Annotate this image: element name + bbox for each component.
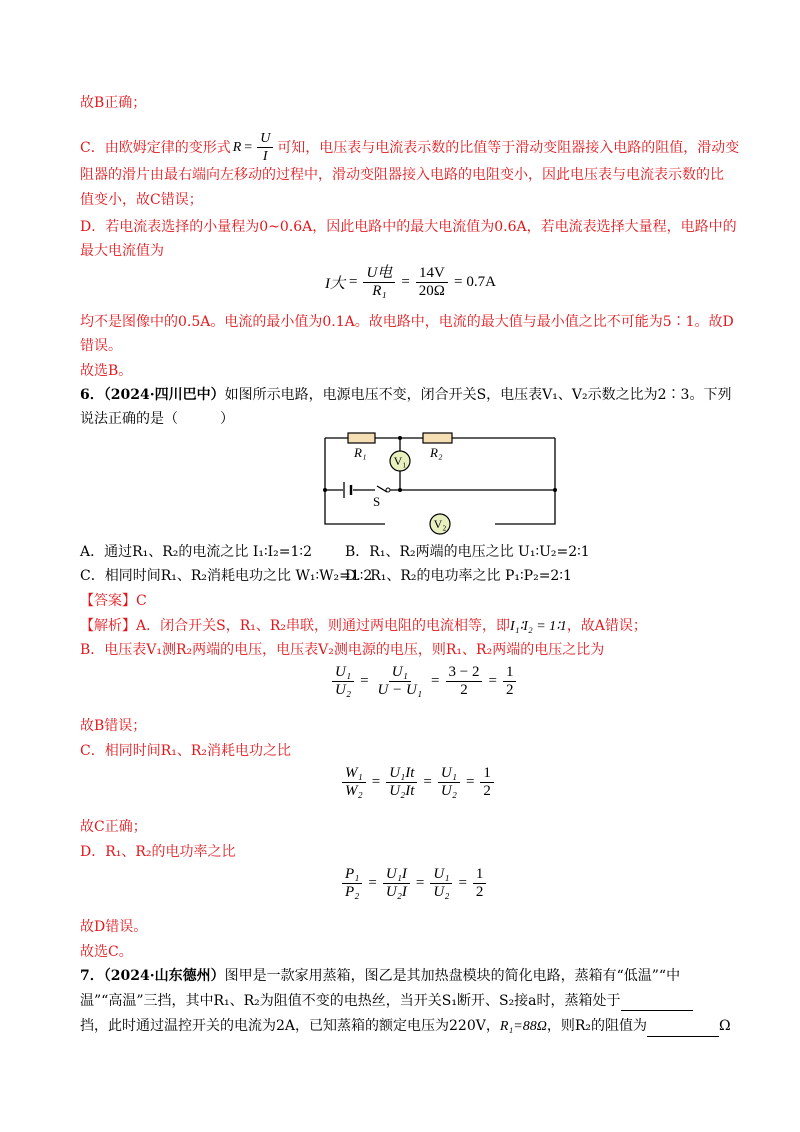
answer-label: 【答案】C — [80, 593, 147, 609]
option-a: A．通过R₁、R₂的电流之比 I₁∶I₂=1∶2 — [80, 544, 312, 560]
equation-power-ratio: $\frac{\text{P₁}}{\text{P₂}}$ = $\frac{\text{U₁I}}{\text{U₂I}}$ = $\frac{\text{U₁}}{\text{U₂}}$ = $\frac{1}{2}$ — [340, 866, 488, 901]
denominator: U₂It — [389, 783, 415, 799]
fraction — [257, 130, 273, 165]
text-line: 故选C。 — [80, 944, 133, 960]
text-line: B．电压表V₁测R₂两端的电压，电压表V₂测电源的电压，则R₁、R₂两端的电压之比为 — [80, 642, 605, 658]
resistor-r2 — [423, 433, 452, 443]
junction-dot — [398, 488, 402, 492]
answer-blank[interactable] — [647, 1022, 719, 1037]
question-text: 图甲是一款家用蒸箱，图乙是其加热盘模块的简化电路，蒸箱有“低温”“中 — [224, 968, 681, 984]
inline-formula: R₁=88Ω — [499, 1019, 547, 1034]
text-line: 故B正确； — [80, 95, 147, 111]
question-text: 如图所示电路，电源电压不变，闭合开关S，电压表V₁、V₂示数之比为2∶3。下列 — [224, 387, 732, 403]
text-fragment: 可知，电压表与电流表示数的比值等于滑动变阻器接入电路的阻值，滑动变 — [277, 139, 740, 156]
numerator: 1 — [473, 866, 487, 884]
label-v1: V₁ — [393, 454, 407, 468]
text-line: 值变小，故C错误； — [80, 192, 203, 208]
text-line: 故选B。 — [80, 363, 133, 379]
question-7-stem — [80, 966, 680, 986]
numerator: 1 — [480, 765, 494, 783]
text-fragment: 挡，此时通过温控开关的电流为2A，已知蒸箱的额定电压为220V， — [80, 1018, 500, 1034]
text-line: C．相同时间R₁、R₂消耗电功之比 — [80, 743, 292, 759]
text-fragment: A．闭合开关S，R₁、R₂串联，则通过两电阻的电流相等，即 — [136, 618, 511, 634]
denominator: 2 — [483, 783, 491, 799]
denominator: U₂ — [433, 884, 450, 900]
numerator: 1 — [503, 664, 517, 682]
numerator: U — [257, 130, 273, 148]
question-6-stem — [80, 385, 731, 405]
question-7-line3 — [80, 1016, 731, 1037]
text-line-ohm — [80, 130, 739, 165]
denominator: R₁ — [372, 283, 387, 299]
numerator: P₁ — [342, 866, 362, 884]
denominator: 20Ω — [418, 283, 445, 299]
numerator: U电 — [363, 265, 395, 283]
question-7-line2 — [80, 991, 693, 1011]
question-number: 6．（2024·四川巴中） — [80, 387, 225, 403]
denominator: U₂I — [385, 884, 407, 900]
text-fragment: C．由欧姆定律的变形式 — [80, 139, 231, 156]
option-c: C．相同时间R₁、R₂消耗电功之比 W₁∶W₂=1∶2 — [80, 568, 373, 584]
text-fragment: ，则R₂的阻值为 — [546, 1018, 648, 1034]
denominator: 2 — [460, 682, 468, 698]
label-r1: R₁ — [354, 445, 367, 460]
option-d: D．R₁、R₂的电功率之比 P₁∶P₂=2∶1 — [345, 568, 572, 584]
numerator: U₁ — [389, 664, 411, 682]
junction-dot — [553, 488, 557, 492]
numerator: W₁ — [342, 765, 366, 783]
question-number: 7．（2024·山东德州） — [80, 968, 225, 984]
text-line: D．R₁、R₂的电功率之比 — [80, 844, 236, 860]
text-line: 故D错误。 — [80, 919, 148, 935]
numerator: 14V — [416, 265, 448, 283]
text-line: 说法正确的是（ ） — [80, 411, 234, 427]
analysis-label: 【解析】 — [80, 618, 136, 634]
junction-dot — [323, 488, 327, 492]
denominator: U − U₁ — [377, 682, 423, 698]
text-line: 错误。 — [80, 338, 122, 354]
text-line: 最大电流值为 — [80, 243, 164, 259]
result: 0.7A — [466, 274, 496, 290]
analysis-line — [80, 616, 647, 637]
label-r2: R₂ — [430, 445, 443, 460]
answer-blank[interactable] — [621, 996, 693, 1011]
numerator: U₁It — [386, 765, 417, 783]
numerator: U₁I — [383, 866, 410, 884]
denominator: W₂ — [345, 783, 363, 799]
text-line: 均不是图像中的0.5A。电流的最小值为0.1A。故电路中，电流的最大值与最小值之比不可能为5∶1。故D — [80, 314, 734, 330]
text-line: D．若电流表选择的小量程为0~0.6A，因此电路中的最大电流值为0.6A，若电流表选择大量程，电路中的 — [80, 219, 737, 235]
denominator: U₂ — [335, 682, 352, 698]
denominator: P₂ — [345, 884, 360, 900]
denominator: I — [262, 149, 268, 164]
equation-work-ratio: $\frac{\text{W₁}}{\text{W₂}}$ = $\frac{\text{U₁It}}{\text{U₂It}}$ = $\frac{\text{U₁}}{\text{U₂}}$ = $\frac{1}{2}$ — [340, 765, 496, 800]
denominator: 2 — [475, 884, 484, 900]
numerator: U₁ — [430, 866, 452, 884]
numerator: U₁ — [332, 664, 354, 682]
switch-contact — [386, 488, 390, 492]
denominator: 2 — [505, 682, 514, 698]
label-v2: V₂ — [433, 517, 447, 531]
text-line: 故B错误； — [80, 718, 147, 734]
junction-dot — [398, 436, 402, 440]
unit-text: Ω — [719, 1018, 731, 1034]
label-s: S — [373, 494, 381, 509]
option-b: B．R₁、R₂两端的电压之比 U₁∶U₂=2∶1 — [345, 544, 590, 560]
denominator: U₂ — [440, 783, 457, 799]
text-line: 故C正确； — [80, 819, 147, 835]
numerator: 3 − 2 — [446, 664, 483, 682]
circuit-diagram — [320, 428, 560, 538]
equation-voltage-ratio: $\frac{\text{U₁}}{\text{U₂}}$ = $\frac{\text{U₁}}{\text{U − U₁}}$ = $\frac{3 - 2}{2}$ = $\frac{1}{2}$ — [330, 664, 518, 699]
ohm-formula: R = $\frac{U}{I}$ — [233, 130, 276, 165]
resistor-r1 — [348, 433, 375, 443]
numerator: U₁ — [438, 765, 460, 783]
formula-var: R — [232, 139, 242, 155]
text-fragment: 温”“高温”三挡，其中R₁、R₂为阻值不变的电热丝，当开关S₁断开、S₂接a时，蒸箱处于 — [80, 993, 621, 1009]
equation-imax: I大 = $\frac{\text{U电}}{\text{R₁}}$ = $\frac{14V}{20\Omega}$ = 0.7A — [325, 265, 496, 299]
text-line: 阻器的滑片由最右端向左移动的过程中，滑动变阻器接入电路的电阻变小，因此电压表与电流表示数的比 — [80, 167, 724, 183]
formula-var: I大 — [325, 276, 345, 292]
text-fragment: ，故A错误； — [566, 618, 647, 634]
inline-formula: I₁∶I₂ = 1∶1 — [510, 619, 567, 634]
